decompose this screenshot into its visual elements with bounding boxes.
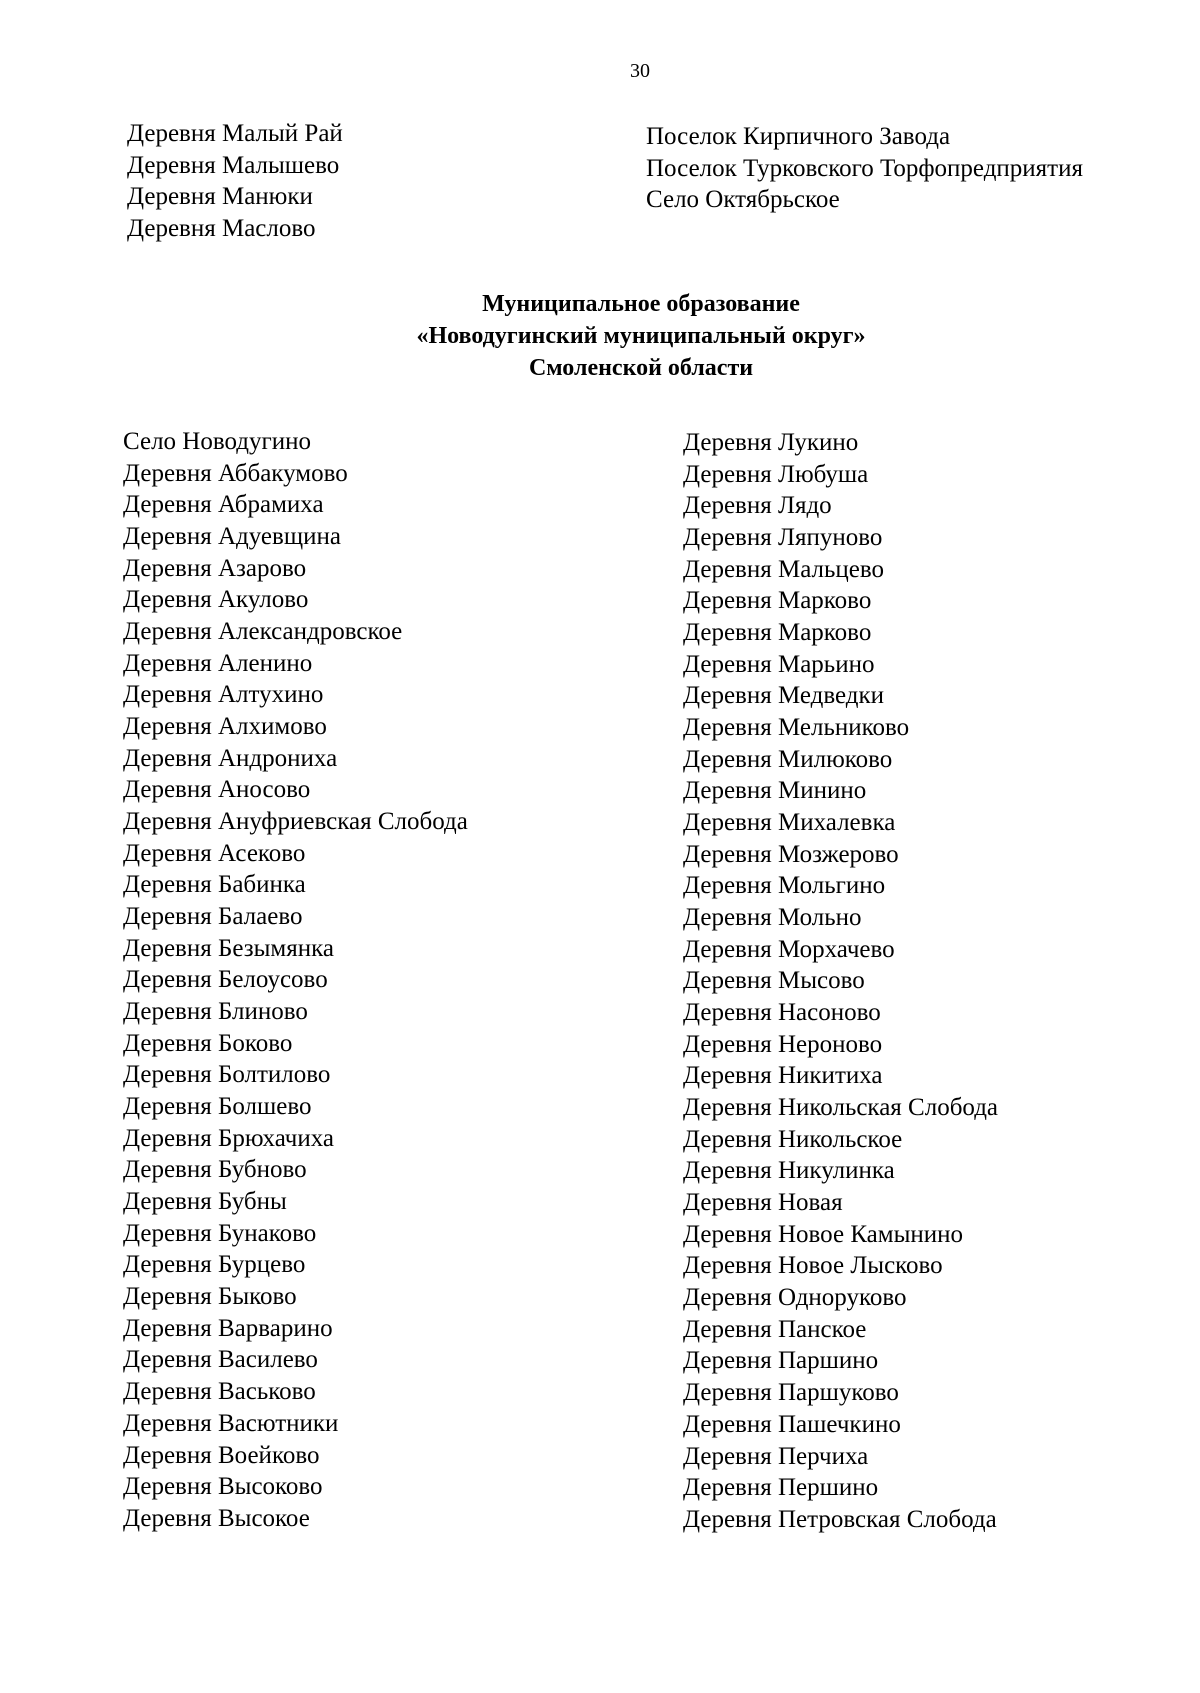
- list-item: Деревня Варварино: [123, 1314, 333, 1342]
- section-heading: [0, 288, 1200, 384]
- list-item: Деревня Азарово: [123, 554, 307, 582]
- list-item: Деревня Брюхачиха: [123, 1124, 335, 1152]
- list-item: Деревня Бубново: [123, 1156, 307, 1184]
- top-right-list: [646, 121, 1083, 216]
- list-item: Деревня Боково: [123, 1029, 293, 1057]
- list-item: Село Октябрьское: [646, 186, 840, 214]
- list-item: Деревня Адуевщина: [123, 523, 341, 551]
- list-item: Деревня Мальцево: [683, 555, 885, 583]
- list-item: Деревня Бурцево: [123, 1251, 306, 1279]
- list-item: Поселок Кирпичного Завода: [646, 123, 951, 150]
- list-item: Деревня Новая: [683, 1189, 843, 1217]
- main-left-list: [123, 426, 468, 1535]
- heading-line-1: Муниципальное образование: [482, 291, 800, 317]
- list-item: Деревня Андрониха: [123, 744, 338, 772]
- list-item: Деревня Балаево: [123, 903, 303, 931]
- list-item: Деревня Никольская Слобода: [683, 1094, 999, 1122]
- list-item: Деревня Марьино: [683, 650, 875, 678]
- list-item: Деревня Абрамиха: [123, 491, 324, 519]
- list-item: Деревня Аносово: [123, 776, 311, 804]
- list-item: Деревня Акулово: [123, 586, 309, 614]
- list-item: Деревня Васютники: [123, 1409, 339, 1437]
- list-item: Деревня Лядо: [683, 492, 832, 520]
- list-item: Деревня Воейково: [123, 1441, 320, 1469]
- list-item: Деревня Мысово: [683, 967, 865, 995]
- list-item: Деревня Панское: [683, 1315, 867, 1343]
- list-item: Деревня Петровская Слобода: [683, 1505, 997, 1533]
- main-right-list: [683, 427, 998, 1536]
- list-item: Поселок Турковского Торфопредприятия: [646, 154, 1083, 182]
- list-item: Деревня Нероново: [683, 1030, 883, 1058]
- list-item: Деревня Бунаково: [123, 1219, 317, 1247]
- list-item: Деревня Маслово: [127, 215, 316, 243]
- list-item: Деревня Новое Лысково: [683, 1252, 943, 1280]
- list-item: Деревня Мозжерово: [683, 840, 899, 868]
- list-item: Деревня Михалевка: [683, 809, 896, 837]
- list-item: Деревня Безымянка: [123, 934, 334, 962]
- list-item: Деревня Малый Рай: [127, 120, 343, 147]
- list-item: Деревня Першино: [683, 1474, 879, 1502]
- list-item: Деревня Никулинка: [683, 1157, 895, 1185]
- list-item: Деревня Высокое: [123, 1504, 310, 1532]
- list-item: Деревня Василево: [123, 1346, 318, 1374]
- list-item: Деревня Аббакумово: [123, 459, 348, 487]
- list-item: Деревня Белоусово: [123, 966, 328, 994]
- list-item: Деревня Перчиха: [683, 1442, 869, 1470]
- list-item: Деревня Алхимово: [123, 713, 327, 741]
- list-item: Деревня Ануфриевская Слобода: [123, 808, 468, 836]
- list-item: Деревня Мельниково: [683, 714, 910, 742]
- list-item: Деревня Пашечкино: [683, 1410, 901, 1438]
- list-item: Деревня Морхачево: [683, 935, 895, 963]
- list-item: Деревня Одноруково: [683, 1284, 907, 1312]
- list-item: Деревня Марково: [683, 587, 872, 615]
- list-item: Деревня Бабинка: [123, 871, 306, 899]
- list-item: Деревня Аленино: [123, 649, 313, 677]
- list-item: Деревня Малышево: [127, 151, 340, 179]
- list-item: Деревня Никольское: [683, 1125, 903, 1153]
- heading-line-3: Смоленской области: [528, 355, 754, 381]
- list-item: Деревня Мольгино: [683, 872, 886, 900]
- list-item: Деревня Болшево: [123, 1093, 312, 1121]
- list-item: Деревня Александровское: [123, 618, 403, 646]
- list-item: Деревня Милюково: [683, 745, 893, 773]
- list-item: Деревня Марково: [683, 619, 872, 647]
- list-item: Деревня Бубны: [123, 1188, 287, 1216]
- list-item: Деревня Васьково: [123, 1378, 316, 1406]
- list-item: Деревня Новое Камынино: [683, 1220, 964, 1248]
- list-item: Деревня Паршино: [683, 1347, 879, 1375]
- list-item: Деревня Высоково: [123, 1473, 323, 1501]
- list-item: Деревня Блиново: [123, 998, 308, 1026]
- list-item: Деревня Медведки: [683, 682, 885, 710]
- list-item: Деревня Никитиха: [683, 1062, 883, 1090]
- list-item: Деревня Минино: [683, 777, 867, 805]
- list-item: Деревня Паршуково: [683, 1379, 899, 1407]
- list-item: Деревня Мольно: [683, 904, 862, 932]
- heading-line-2: «Новодугинский муниципальный округ»: [416, 323, 866, 349]
- list-item: Деревня Насоново: [683, 999, 881, 1027]
- list-item: Деревня Асеково: [123, 839, 306, 867]
- page-number: 30: [630, 60, 650, 82]
- list-item: Деревня Алтухино: [123, 681, 324, 709]
- list-item: Деревня Манюки: [127, 183, 313, 211]
- list-item: Деревня Быково: [123, 1283, 297, 1311]
- list-item: Деревня Лукино: [683, 429, 859, 456]
- list-item: Деревня Ляпуново: [683, 524, 883, 552]
- top-left-list: [127, 118, 343, 245]
- list-item: Деревня Болтилово: [123, 1061, 331, 1089]
- list-item: Деревня Любуша: [683, 460, 869, 488]
- list-item: Село Новодугино: [123, 428, 312, 455]
